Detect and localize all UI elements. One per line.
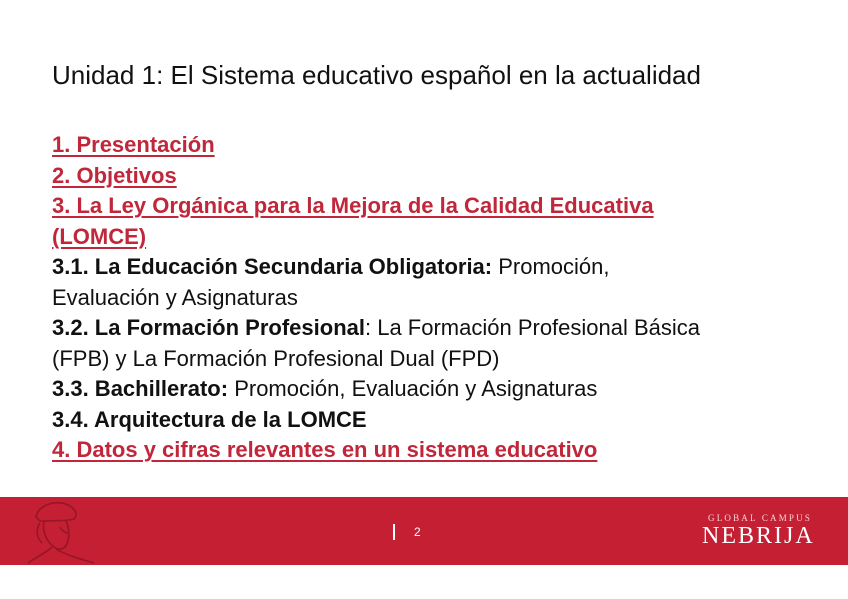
footer-separator — [393, 524, 395, 540]
footer-bar — [0, 497, 848, 565]
list-item-fp — [52, 313, 832, 344]
link-lomce[interactable]: 3. La Ley Orgánica para la Mejora de la Calidad Educativa — [52, 193, 654, 218]
eso-detail-line2: Evaluación y Asignaturas — [52, 284, 298, 310]
fp-detail: : La Formación Profesional Básica — [364, 315, 701, 340]
fp-heading: 3.2. La Formación Profesional — [52, 315, 365, 340]
nebrija-logo: NEBRIJA — [702, 523, 815, 549]
eso-heading: 3.1. La Educación Secundaria Obligatoria: — [52, 254, 493, 279]
link-lomce-acronym[interactable]: (LOMCE) — [52, 223, 147, 249]
portrait-silhouette-icon — [22, 497, 102, 565]
list-item-eso — [52, 252, 832, 283]
link-datos-cifras[interactable]: 4. Datos y cifras relevantes en un sistema educativo — [52, 437, 598, 462]
list-item-bachillerato — [52, 374, 832, 405]
fp-detail-line2: (FPB) y La Formación Profesional Dual (FPD) — [52, 345, 500, 371]
bachillerato-heading: 3.3. Bachillerato: — [52, 376, 229, 401]
eso-detail: Promoción, — [492, 254, 610, 279]
bachillerato-detail: Promoción, Evaluación y Asignaturas — [228, 376, 598, 401]
link-objetivos[interactable]: 2. Objetivos — [52, 162, 177, 188]
list-item-arquitectura: 3.4. Arquitectura de la LOMCE — [52, 406, 367, 432]
link-presentacion[interactable]: 1. Presentación — [52, 132, 215, 157]
agenda-list — [52, 130, 832, 466]
logo-subtitle: GLOBAL CAMPUS — [708, 513, 813, 523]
page-number: 2 — [414, 525, 421, 539]
slide-title: Unidad 1: El Sistema educativo español en la actualidad — [52, 60, 701, 90]
